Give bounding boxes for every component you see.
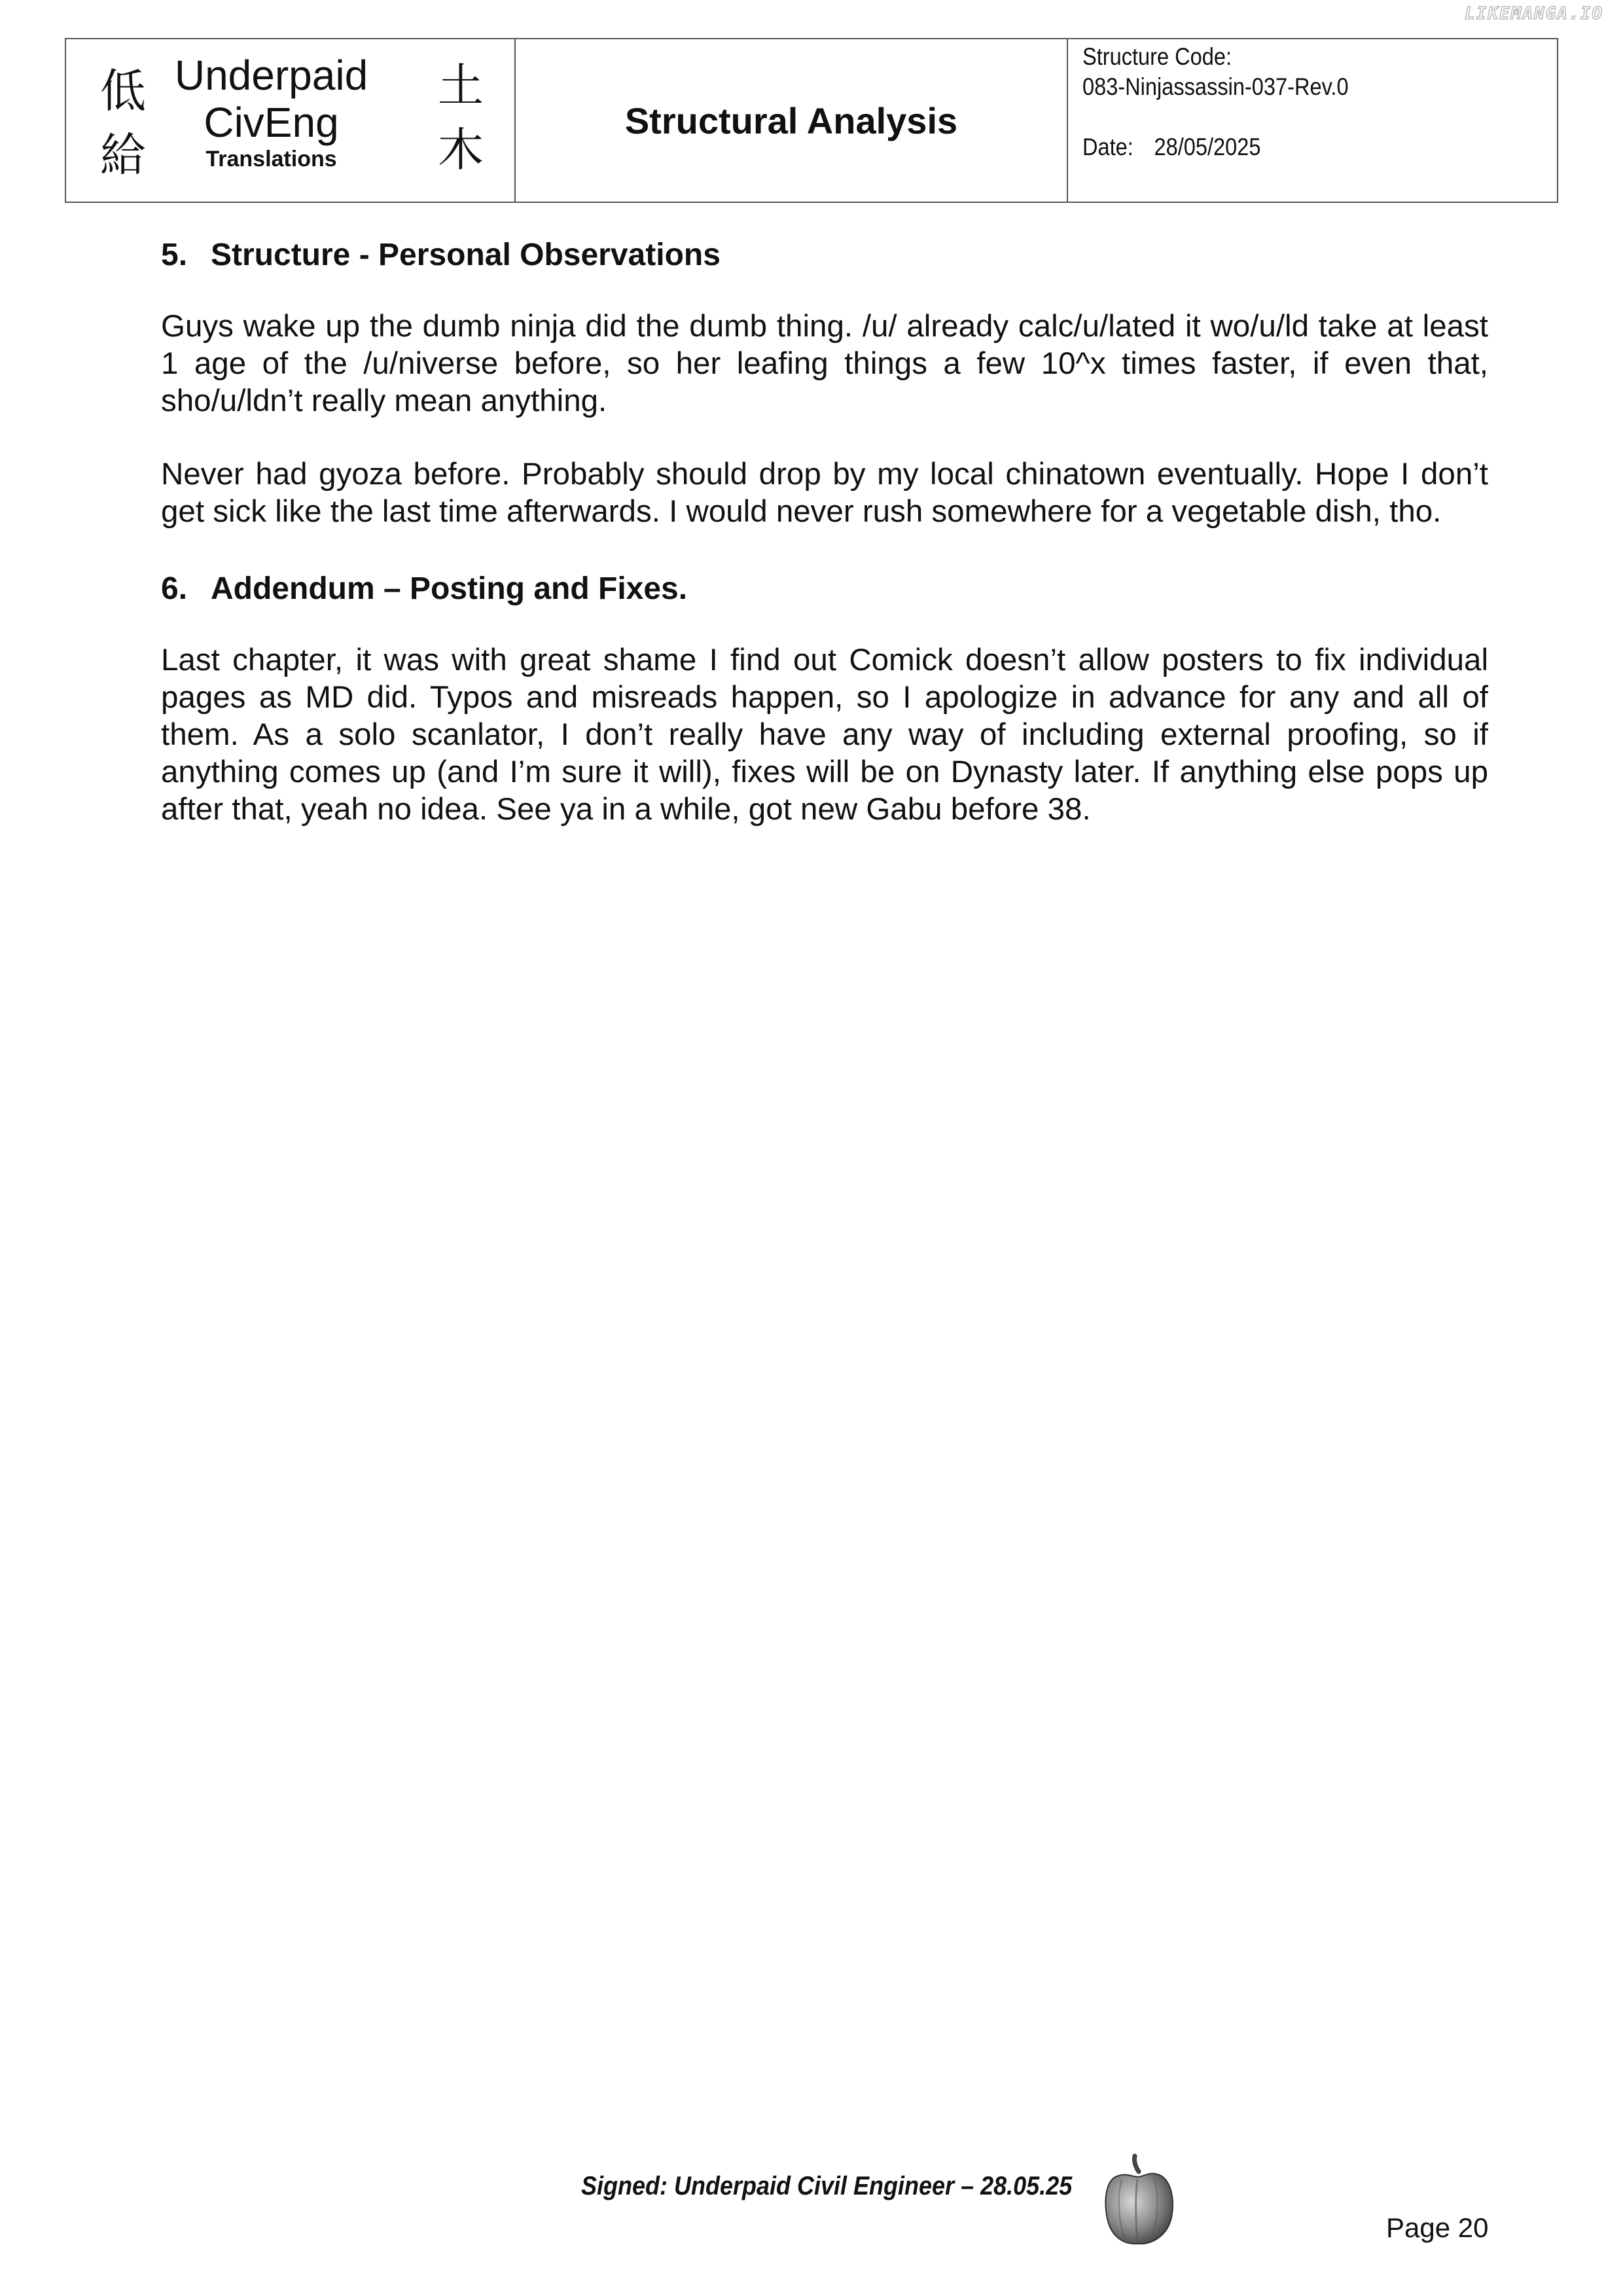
brand-line-2: CivEng — [204, 99, 339, 146]
paragraph: Last chapter, it was with great shame I find out Comick doesn’t allow posters to fix individual pages as MD did. Typos and misreads happen, so I apologize in advance for any and all of them. As a solo scanlator, I don’t really have any way of including external proofing, so if anything comes up (and I’m sure it will), fixes will be on Dynasty later. If anything else pops up after that, yeah no idea. See ya in a while, got new Gabu before 38. — [161, 643, 1488, 827]
signature: Signed: Underpaid Civil Engineer – 28.05.25 — [581, 2172, 1073, 2200]
kanji-left-top: 低 — [100, 64, 146, 118]
header-logo — [66, 39, 516, 202]
date-row — [1082, 134, 1260, 161]
page-number: Page 20 — [1386, 2212, 1489, 2243]
structure-code-value: 083-Ninjassassin-037-Rev.0 — [1082, 73, 1349, 100]
date-label: Date: — [1082, 134, 1133, 160]
kanji-right-bottom: 木 — [438, 123, 484, 177]
document-title: Structural Analysis — [624, 99, 958, 141]
watermark: LIKEMANGA.IO — [1465, 4, 1603, 24]
section-number: 5. — [161, 238, 188, 272]
kanji-left-bottom: 給 — [100, 128, 146, 182]
brand-line-1: Underpaid — [174, 52, 368, 99]
section-heading-5 — [161, 232, 1488, 278]
section-number: 6. — [161, 571, 188, 606]
brand-line-3: Translations — [205, 147, 337, 171]
paragraph: Guys wake up the dumb ninja did the dumb thing. /u/ already calc/u/lated it wo/u/ld take at least 1 age of the /u/niverse before, so her leafing things a few 10^x times faster, if even that, sho/u/ldn’t really mean anything. — [161, 309, 1488, 418]
section-heading-6 — [161, 566, 1488, 612]
bell-pepper-icon — [1099, 2153, 1177, 2246]
kanji-right-top: 土 — [438, 59, 484, 113]
document-body — [161, 232, 1488, 828]
date-value: 28/05/2025 — [1154, 134, 1261, 160]
header-meta — [1068, 39, 1557, 202]
structure-code-label: Structure Code: — [1082, 43, 1232, 70]
section-title: Addendum – Posting and Fixes. — [211, 571, 688, 606]
paragraph: Never had gyoza before. Probably should drop by my local chinatown eventually. Hope I don’t get sick like the last time afterwards. I would never rush somewhere for a vegetable dish, tho. — [161, 457, 1488, 529]
document-header — [65, 38, 1558, 203]
section-title: Structure - Personal Observations — [211, 238, 721, 272]
header-title-cell — [516, 39, 1068, 202]
